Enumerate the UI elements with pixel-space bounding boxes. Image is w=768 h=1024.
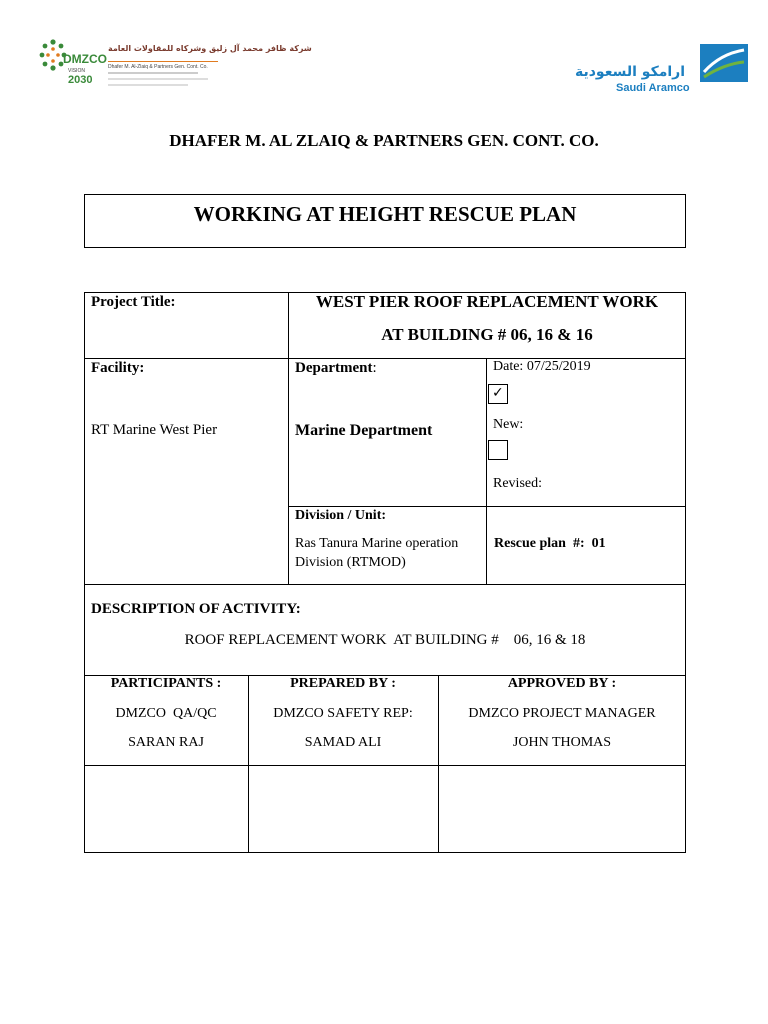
prepared-by-line1: DMZCO SAFETY REP:	[273, 706, 413, 721]
activity-label: DESCRIPTION OF ACTIVITY:	[91, 601, 301, 617]
participants-line1: DMZCO QA/QC	[115, 706, 217, 721]
company-name: DHAFER M. AL ZLAIQ & PARTNERS GEN. CONT. CO.	[169, 131, 599, 150]
aramco-english-name: Saudi Aramco	[616, 82, 690, 94]
department-label-group	[295, 360, 377, 377]
new-label: New:	[493, 417, 524, 432]
department-value: Marine Department	[295, 422, 433, 439]
logo-detail-line	[108, 72, 198, 74]
logo-detail-line	[108, 84, 188, 86]
project-title-line1: WEST PIER ROOF REPLACEMENT WORK	[315, 292, 659, 311]
revised-checkbox[interactable]	[488, 440, 508, 460]
dmzco-logo	[36, 38, 312, 98]
facility-value: RT Marine West Pier	[91, 422, 218, 438]
approved-by-signature-cell[interactable]	[439, 766, 685, 852]
logo-detail-line	[108, 78, 208, 80]
logo-divider	[108, 61, 218, 62]
dmzco-brand-text: DMZCO	[63, 52, 107, 66]
department-label: Department	[295, 360, 373, 376]
division-line1: Ras Tanura Marine operation	[295, 536, 459, 551]
participants-header: PARTICIPANTS :	[110, 676, 222, 691]
row-divider	[84, 358, 686, 359]
date-text: Date: 07/25/2019	[493, 359, 591, 374]
prepared-by-header: PREPARED BY :	[290, 676, 396, 691]
column-divider	[486, 358, 487, 584]
vision-2030-mark: 2030	[68, 74, 93, 86]
activity-value: ROOF REPLACEMENT WORK AT BUILDING # 06, 16 & 18	[184, 632, 586, 648]
aramco-icon	[700, 44, 748, 82]
row-divider	[84, 584, 686, 585]
revised-label: Revised:	[493, 476, 542, 491]
approved-by-header: APPROVED BY :	[507, 676, 617, 691]
title-box	[84, 194, 686, 248]
rescue-plan-number: Rescue plan #: 01	[494, 536, 606, 551]
dmzco-english-name: Dhafer M. Al-Zlaiq & Partners Gen. Cont. Co.	[108, 64, 208, 70]
form-table	[84, 292, 686, 676]
facility-label: Facility:	[91, 360, 145, 376]
department-colon: :	[372, 360, 377, 376]
project-title-line2: AT BUILDING # 06, 16 & 16	[381, 325, 593, 344]
saudi-aramco-logo	[572, 42, 752, 97]
participants-line2: SARAN RAJ	[128, 735, 204, 750]
new-checkbox[interactable]	[488, 384, 508, 404]
row-divider	[288, 506, 686, 507]
checkmark-icon: ✓	[492, 385, 504, 401]
approved-by-line2: JOHN THOMAS	[512, 735, 612, 750]
division-label: Division / Unit:	[295, 508, 387, 523]
project-title-label: Project Title:	[91, 294, 176, 310]
approved-by-line1: DMZCO PROJECT MANAGER	[468, 706, 656, 721]
prepared-by-line2: SAMAD ALI	[304, 735, 382, 750]
prepared-by-signature-cell[interactable]	[249, 766, 437, 852]
vision-label: VISION	[68, 68, 85, 74]
division-line2: Division (RTMOD)	[295, 555, 406, 570]
participants-signature-cell[interactable]	[85, 766, 247, 852]
document-title: WORKING AT HEIGHT RESCUE PLAN	[193, 202, 577, 226]
dmzco-arabic-name: شركة ظافر محمد آل زليق وشركاه للمقاولات العامة	[108, 44, 312, 53]
aramco-arabic-name: ارامكو السعودية	[575, 64, 686, 80]
